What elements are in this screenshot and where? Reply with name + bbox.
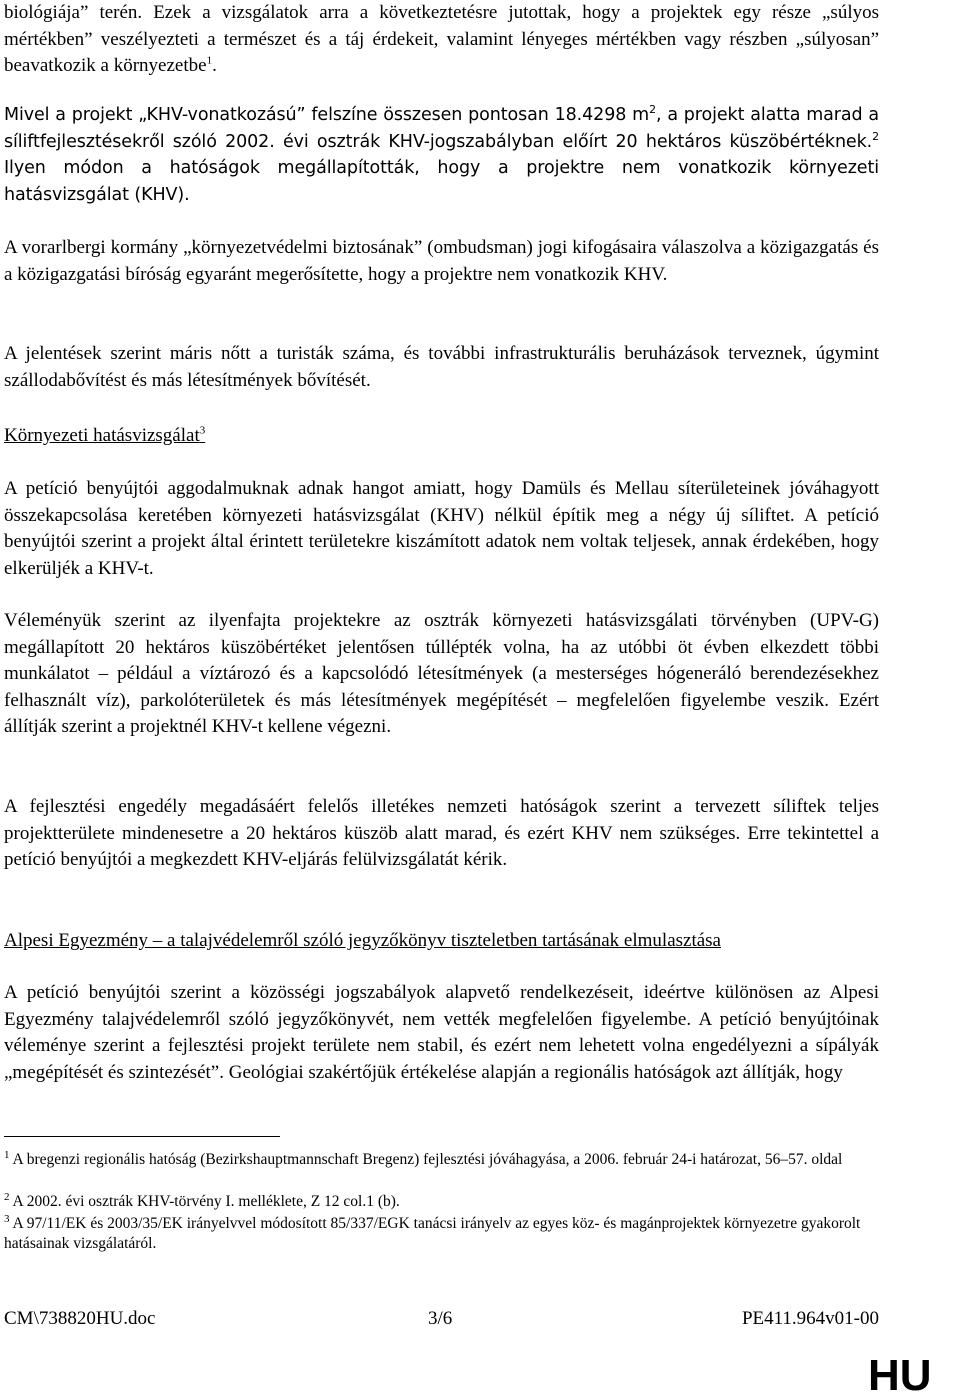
section-heading-alpine: Alpesi Egyezmény – a talajvédelemről szóló jegyzőkönyv tiszteletben tartásának elmulasztása xyxy=(4,930,721,951)
footnote-separator xyxy=(4,1136,280,1137)
footnote-ref-2[interactable]: 2 xyxy=(872,129,879,143)
page-footer xyxy=(4,1307,879,1331)
paragraph-3: A vorarlbergi kormány „környezetvédelmi biztosának” (ombudsman) jogi kifogásaira válaszolva a közigazgatás és a közigazgatási bíróság egyaránt megerősítette, hogy a projektre nem vonatkozik KHV. xyxy=(4,237,879,285)
paragraph-7: A fejlesztési engedély megadásáért felelős illetékes nemzeti hatóságok szerint a tervezett síliftek teljes projektterülete mindenesetre a 20 hektáros küszöb alatt marad, és ezért KHV nem szükséges. Erre tekintettel a petíció benyújtói a megkezdett KHV-eljárás felülvizsgálatát kérik. xyxy=(4,796,879,870)
section-heading-khv: Környezeti hatásvizsgálat$^3$ xyxy=(4,424,206,446)
paragraph-1: biológiája” terén. Ezek a vizsgálatok arra a következtetésre jutottak, hogy a projektek egy része „súlyos mértékben” veszélyezteti a természet és a táj érdekeit, valamint lényeges mértékben vagy részben „súlyosan” beavatkozik a környezetbe$^1$. xyxy=(4,2,879,76)
footnote-3: $^3$ A 97/11/EK és 2003/35/EK irányelvvel módosított 85/337/EGK tanácsi irányelv az egyes köz- és magánprojektek környezetre gyakorolt hatásainak vizsgálatáról. xyxy=(4,1212,861,1252)
paragraph-2: Mivel a projekt „KHV-vonatkozású” felszíne összesen pontosan 18.4298 $m^2$, a projekt alatta marad a síliftfejlesztésekről szóló 2002. évi osztrák KHV-jogszabályban előírt 20 hektáros küszöbértéknek.$^2$ Ilyen módon a hatóságok megállapították, hogy a projektre nem vonatkozik környezeti hatásvizsgálat (KHV). xyxy=(4,103,880,205)
footnote-ref-1[interactable]: 1 xyxy=(206,54,213,67)
footnote-2: $^2$ A 2002. évi osztrák KHV-törvény I. melléklete, Z 12 col.1 (b). xyxy=(4,1190,400,1210)
paragraph-6: Véleményük szerint az ilyenfajta projektekre az osztrák környezeti hatásvizsgálati törvényben (UPV-G) megállapított 20 hektáros küszöbértéket jelentősen túllépték volna, ha az utóbbi öt évben elkezdett többi munkálatot – például a víztározó és a kapcsolódó létesítmények (a mesterséges hógeneráló berendezésekhez felhasznált víz), parkolóterületek és más létesítmények megépítését – megfelelően figyelembe veszik. Ezért állítják szerint a projektnél KHV-t kellene végezni. xyxy=(4,610,879,737)
paragraph-8: A petíció benyújtói szerint a közösségi jogszabályok alapvető rendelkezéseit, ideértve különösen az Alpesi Egyezmény talajvédelemről szóló jegyzőkönyvét, nem vették megfelelően figyelembe. A petíció benyújtóinak véleménye szerint a fejlesztési projekt területe nem stabil, és ezért nem lehetett volna engedélyezni a sípályák „megépítését és szintezését”. Geológiai szakértőjük értékelése alapján a regionális hatóságok azt állítják, hogy xyxy=(4,982,879,1083)
paragraph-4: A jelentések szerint máris nőtt a turisták száma, és további infrastrukturális beruházások terveznek, úgymint szállodabővítést és más létesítmények bővítését. xyxy=(4,343,879,391)
page-number: 3/6 xyxy=(428,1308,453,1329)
language-code: HU xyxy=(868,1351,932,1400)
footnote-1: $^1$ A bregenzi regionális hatóság (Bezirkshauptmannschaft Bregenz) fejlesztési jóváhagyása, a 2006. február 24-i határozat, 56–57. oldal xyxy=(4,1148,843,1168)
footnote-ref-3[interactable]: 3 xyxy=(199,424,206,437)
document-code: PE411.964v01-00 xyxy=(741,1308,879,1329)
document-reference: CM\738820HU.doc xyxy=(4,1308,156,1329)
paragraph-5: A petíció benyújtói aggodalmuknak adnak hangot amiatt, hogy Damüls és Mellau síterületeinek jóváhagyott összekapcsolása keretében környezeti hatásvizsgálat (KHV) nélkül építik meg a négy új síliftet. A petíció benyújtói szerint a projekt által érintett területekre kiszámított adatok nem voltak teljesek, annak érdekében, hogy elkerüljék a KHV-t. xyxy=(4,478,879,579)
superscript-2: 2 xyxy=(649,103,656,117)
